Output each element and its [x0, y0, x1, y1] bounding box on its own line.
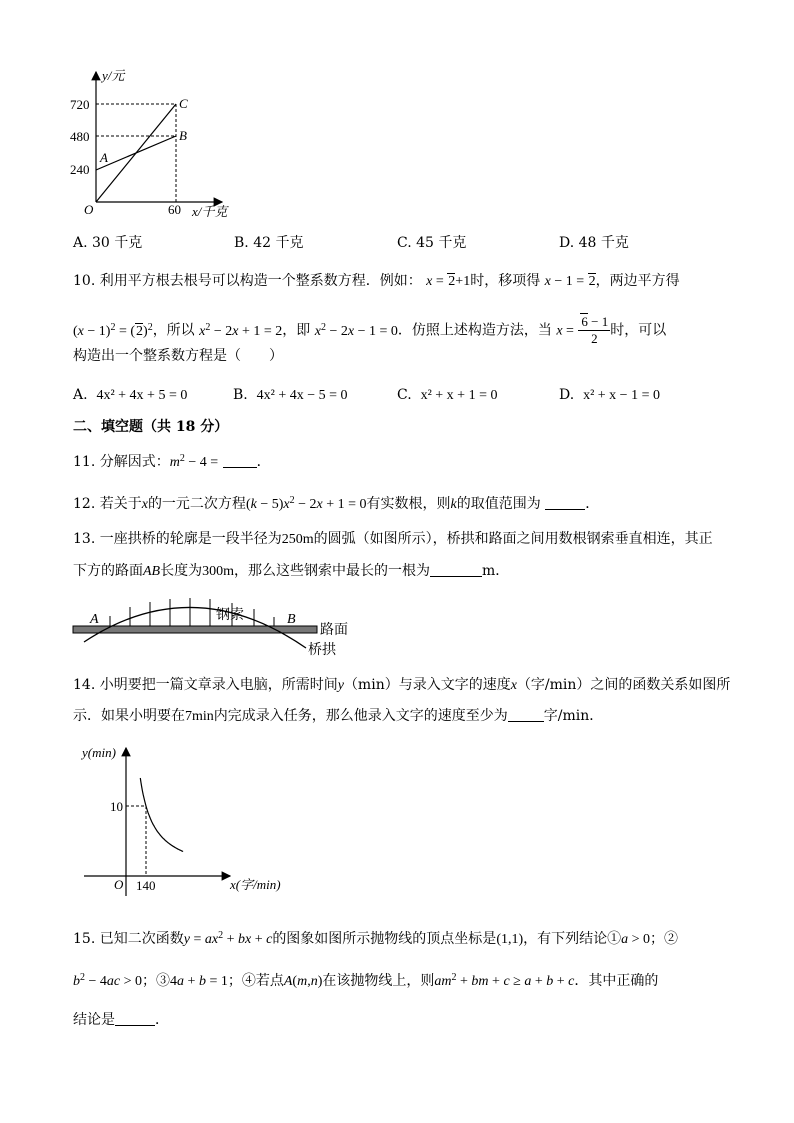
q15-line3: 结论是 ．: [73, 1012, 169, 1028]
q10-line3: 构造出一个整系数方程是（ ）: [73, 348, 283, 364]
q10-option-b: B. 4x² + 4x − 5 = 0: [233, 387, 348, 403]
q12: 12. 若关于x的一元二次方程$(k - 5)x^2 - 2x + 1 = 0$有实数根，则k的取值范围为 ．: [73, 495, 600, 512]
cables: [110, 598, 274, 626]
y-axis-label: y(min): [82, 745, 116, 760]
q9-graph: [62, 62, 252, 222]
q11-answer-blank[interactable]: [223, 453, 257, 468]
q14-answer-blank[interactable]: [508, 707, 544, 722]
bridge-label-b: B: [287, 612, 296, 627]
y-axis-label: y/元: [102, 68, 125, 83]
x-tick-140: 140: [136, 878, 156, 893]
origin-label: O: [84, 202, 94, 217]
y-tick-480: 480: [70, 129, 90, 144]
q13-line1: 13. 一座拱桥的轮廓是一段半径为250m的圆弧（如图所示），桥拱和路面之间用数根钢索垂直相连，其正: [73, 531, 713, 547]
point-b-label: B: [179, 128, 187, 143]
origin-label: O: [114, 877, 124, 892]
bridge-label-arch: 桥拱: [308, 642, 336, 658]
q14-line1: 14. 小明要把一篇文章录入电脑，所需时间y（min）与录入文字的速度x（字/min）之间的函数关系如图所: [73, 677, 731, 693]
y-tick-10: 10: [110, 799, 123, 814]
q12-answer-blank[interactable]: [545, 495, 585, 510]
q10-option-d: D. x² + x − 1 = 0: [559, 387, 660, 403]
q13-line2: 下方的路面AB长度为300m，那么这些钢索中最长的一根为 m．: [73, 563, 510, 579]
q14-graph: [80, 740, 300, 900]
section-2-title: 二、填空题（共 18 分）: [73, 419, 229, 435]
line-o-c: [96, 104, 176, 202]
q15-line1: 15. 已知二次函数$y = ax^2$ + bx + c的图象如图所示抛物线的顶点坐标是(1,1)，有下列结论①a > 0；②: [73, 930, 679, 947]
y-tick-720: 720: [70, 97, 90, 112]
point-a-label: A: [100, 150, 108, 165]
bridge-label-cable: 钢索: [216, 607, 244, 623]
bridge-label-a: A: [90, 612, 99, 627]
q15-answer-blank[interactable]: [115, 1011, 155, 1026]
q13-bridge-figure: [70, 590, 370, 660]
bridge-label-road: 路面: [320, 622, 348, 638]
q9-option-d: D. 48 千克: [559, 235, 629, 251]
inverse-curve: [140, 778, 183, 852]
q15-line2: $b^2 - 4ac > 0$；③4a + b = 1；④若点A(m,n)在该抛物线上，则$am^2$ + bm + c ≥ a + b + c．其中正确的: [73, 972, 659, 989]
x-tick-60: 60: [168, 202, 181, 217]
q10-option-a: A. 4x² + 4x + 5 = 0: [73, 387, 188, 403]
q10-line1: 10. 利用平方根去根号可以构造一个整系数方程．例如： x = 2+1时，移项得 x − 1 = 2，两边平方得: [73, 273, 680, 289]
q11: 11. 分解因式：$m^2 - 4$ = ．: [73, 453, 271, 470]
q14-line2: 示．如果小明要在7min内完成录入任务，那么他录入文字的速度至少为 字/min．: [73, 708, 604, 724]
x-axis-label: x/千克: [192, 204, 228, 219]
q9-option-b: B. 42 千克: [234, 235, 304, 251]
q9-option-a: A. 30 千克: [73, 235, 143, 251]
q9-option-c: C. 45 千克: [397, 235, 467, 251]
x-axis-label: x(字/min): [230, 877, 281, 892]
q10-option-c: C. x² + x + 1 = 0: [397, 387, 498, 403]
y-tick-240: 240: [70, 162, 90, 177]
q10-line2: $(x - 1)^2 = (2)^2$，所以 $x^2 - 2x + 1 = 2$，即 $x^2 - 2x - 1 = 0$．仿照上述构造方法，当 x = $\frac{6 - 1}{2}$ 时，可以: [73, 314, 667, 346]
q13-answer-blank[interactable]: [430, 562, 482, 577]
point-c-label: C: [179, 96, 188, 111]
